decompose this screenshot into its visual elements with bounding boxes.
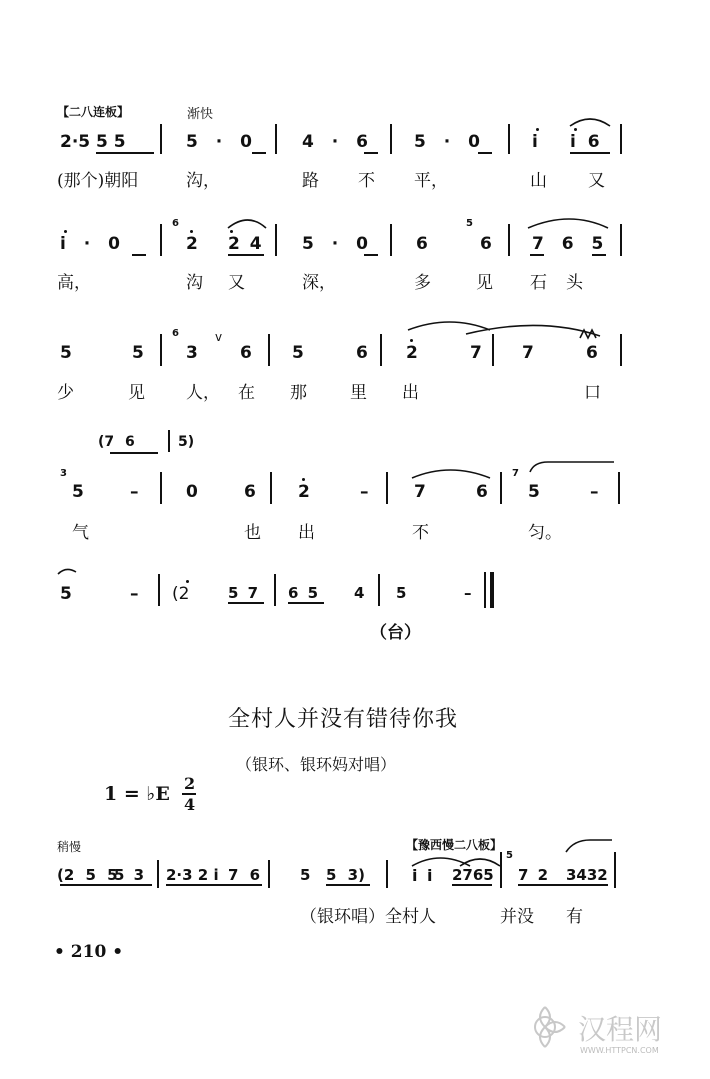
note: 2: [406, 343, 418, 363]
watermark-url: WWW.HTTPCN.COM: [580, 1046, 659, 1055]
beam: [518, 884, 608, 886]
lyric: 有: [566, 907, 583, 927]
note: 6: [416, 234, 428, 254]
note-group: 7 2: [518, 866, 549, 884]
tempo-mark: 稍慢: [57, 840, 82, 854]
note-group: 4 · 6: [302, 132, 368, 152]
note: 5: [60, 584, 72, 604]
note: 6: [586, 343, 598, 363]
note: –: [360, 482, 369, 502]
lyric: 平，: [414, 171, 448, 191]
bar-line: [386, 860, 388, 888]
slur: [530, 462, 614, 472]
slur: [466, 325, 600, 336]
note: 5: [396, 584, 407, 602]
note-group: 5): [178, 434, 195, 450]
slur: [412, 470, 490, 478]
flower-logo-icon: [520, 1002, 570, 1052]
watermark-brand: 汉程网: [578, 1013, 663, 1046]
beam: [60, 884, 152, 886]
note: 4: [354, 584, 365, 602]
lyric: 出: [402, 383, 419, 403]
note: –: [464, 584, 472, 602]
bar-line: [268, 860, 270, 888]
note: 5: [72, 482, 84, 502]
note-group: i · 0: [60, 234, 120, 254]
note-group: 3432: [566, 866, 608, 884]
stage-direction: （台）: [370, 623, 421, 643]
note: 5: [292, 343, 304, 363]
note-group: 7 6: [228, 866, 261, 884]
note: 6: [240, 343, 252, 363]
lyric: 沟，: [186, 171, 220, 191]
note-group: (7 6: [98, 434, 135, 450]
note: 2: [186, 234, 198, 254]
banzi-label: 【豫西慢二八板】: [406, 838, 503, 852]
lyric: 也: [244, 523, 261, 543]
note-group: 6 5: [288, 584, 319, 602]
lyric: 头: [566, 273, 583, 293]
lyric: 又: [228, 273, 245, 293]
beam: [452, 884, 492, 886]
slur: [408, 322, 490, 330]
note: –: [130, 584, 139, 604]
lyric: 匀。: [528, 523, 562, 543]
lyric: 路: [302, 171, 319, 191]
bar-line: [157, 860, 159, 888]
lyric: 山: [530, 171, 547, 191]
note: 7: [522, 343, 534, 363]
lyric: 见: [476, 273, 493, 293]
slur: [570, 119, 610, 126]
speed-mark: 渐快: [187, 107, 214, 122]
note: 7: [414, 482, 426, 502]
lyric: (那个)朝阳: [57, 171, 139, 191]
slur: [528, 219, 608, 228]
time-sig-bottom: 4: [184, 795, 196, 814]
note-group: 5 3): [326, 866, 365, 884]
note-group: 2·5 5 5: [60, 132, 126, 152]
lyric: 见: [128, 383, 145, 403]
lyric: 石: [530, 273, 547, 293]
grace-note: 5: [466, 218, 473, 229]
lyric: 高，: [57, 273, 91, 293]
lyric: 少: [57, 383, 74, 403]
note-group: 2765: [452, 866, 494, 884]
note: –: [130, 482, 139, 502]
note: 5: [528, 482, 540, 502]
note: 6: [356, 343, 368, 363]
note-group: (2 5 5: [57, 866, 118, 884]
lyric: 又: [588, 171, 605, 191]
watermark-logo: [520, 1002, 570, 1056]
key-signature: 1 = ♭E: [104, 783, 170, 805]
note: i: [532, 132, 538, 152]
time-sig-top: 2: [184, 774, 196, 793]
note: 6: [244, 482, 256, 502]
bar-line: [500, 852, 502, 888]
note-group: i 6: [570, 132, 600, 152]
note-group: 2·3 2 i: [166, 866, 219, 884]
slur: [228, 220, 266, 228]
note: 7: [470, 343, 482, 363]
note: 5: [300, 866, 311, 884]
note: 3: [186, 343, 198, 363]
grace-note: 6: [172, 218, 179, 229]
banzi-label: 【二八连板】: [57, 105, 130, 119]
note-group: 5 · 0: [414, 132, 480, 152]
song-title: 全村人并没有错待你我: [228, 707, 459, 732]
lyric: 在: [238, 383, 255, 403]
note-group: 7 6 5: [532, 234, 604, 254]
breath-mark: v: [215, 330, 223, 344]
grace-note: 3: [60, 468, 67, 479]
note: –: [590, 482, 599, 502]
note: 5: [132, 343, 144, 363]
page-number: • 210 •: [54, 942, 124, 962]
slur: [566, 840, 612, 852]
lyric: 气: [72, 523, 89, 543]
note: 6: [476, 482, 488, 502]
lyric: 不: [358, 171, 375, 191]
note: 6: [480, 234, 492, 254]
lyric: 人，: [186, 383, 220, 403]
lyric: 沟: [186, 273, 203, 293]
note-group: 5 7: [228, 584, 259, 602]
note-group: i i: [412, 866, 433, 885]
song-subtitle: （银环、银环妈对唱）: [236, 755, 397, 774]
note-group: 5 3: [114, 866, 145, 884]
note: 2: [298, 482, 310, 502]
note: 5: [60, 343, 72, 363]
grace-note: 6: [172, 328, 179, 339]
note-group: 2 4: [228, 234, 262, 254]
note-group: (2: [172, 584, 190, 604]
lyric: 不: [412, 523, 429, 543]
lyric: 里: [350, 383, 367, 403]
lyric: 口: [584, 383, 601, 403]
slur: [58, 569, 76, 574]
lyric: 深，: [302, 273, 336, 293]
grace-note: 5: [506, 850, 513, 861]
lyric: 多: [414, 273, 431, 293]
slur: [460, 859, 500, 866]
note: 0: [186, 482, 198, 502]
lyric: 并没: [500, 907, 534, 927]
note-group: 5 · 0: [186, 132, 252, 152]
grace-note: 7: [512, 468, 519, 479]
note-group: 5 · 0: [302, 234, 368, 254]
beam: [166, 884, 262, 886]
beam: [326, 884, 370, 886]
bar-line: [614, 852, 616, 888]
lyric: 出: [298, 523, 315, 543]
lyric: 那: [290, 383, 307, 403]
lyric: （银环唱）全村人: [300, 907, 436, 927]
